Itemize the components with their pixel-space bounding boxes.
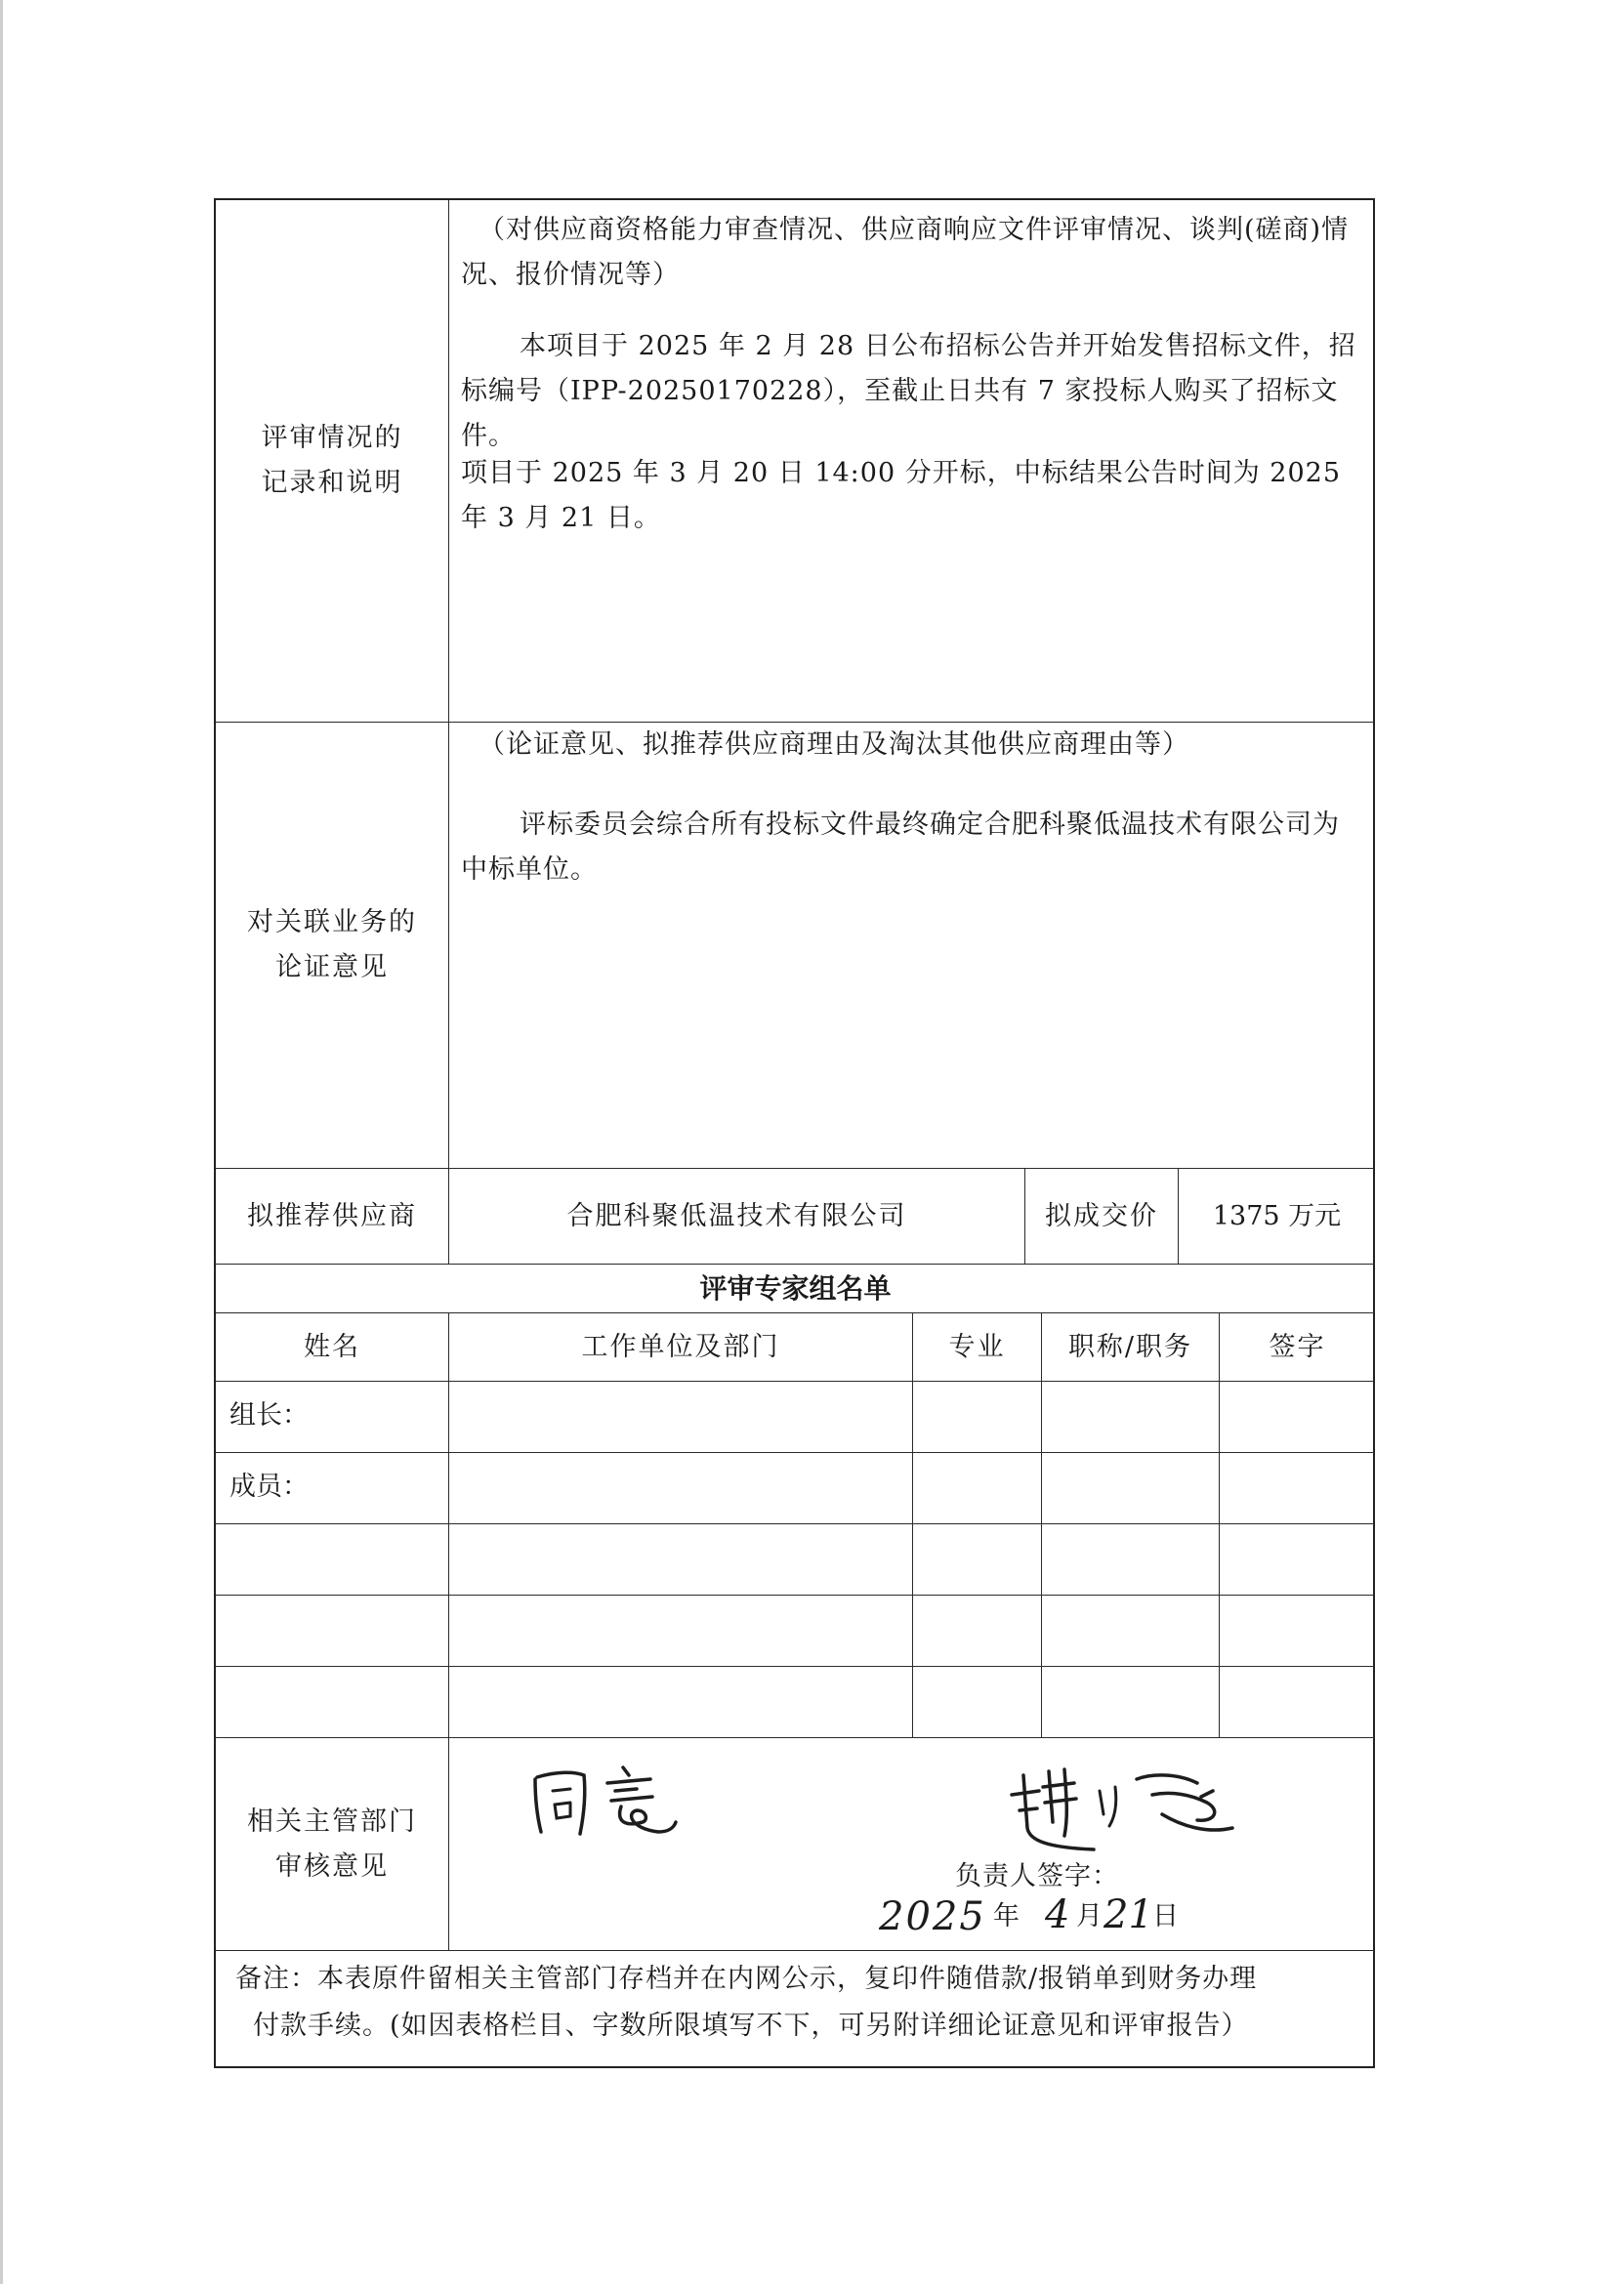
header-name-cell xyxy=(216,1313,449,1382)
opinion-content-cell xyxy=(449,723,1375,1169)
approval-label-cell xyxy=(216,1738,449,1951)
table-cell xyxy=(216,1596,449,1667)
price-value-cell xyxy=(1179,1169,1375,1265)
footnote-line2: 付款手续。(如因表格栏目、字数所限填写不下，可另附详细论证意见和评审报告） xyxy=(253,2011,1249,2041)
table-cell xyxy=(913,1667,1042,1738)
price-value: 1375 万元 xyxy=(1212,1200,1342,1231)
review-para1: 本项目于 2025 年 2 月 28 日公布招标公告并开始发售招标文件，招标编号（IPP-20250170228），至截止日共有 7 家投标人购买了招标文件。 xyxy=(461,331,1356,451)
header-unit-cell xyxy=(449,1313,913,1382)
date-month-suffix: 月 xyxy=(1076,1901,1103,1931)
date-day-suffix: 日 xyxy=(1152,1901,1180,1931)
supplier-label-cell xyxy=(216,1169,449,1265)
review-para2: 项目于 2025 年 3 月 20 日 14:00 分开标，中标结果公告时间为 2025 年 3 月 21 日。 xyxy=(461,458,1342,533)
header-unit: 工作单位及部门 xyxy=(581,1331,780,1362)
opinion-label-line1: 对关联业务的 xyxy=(247,907,417,937)
expert-list-title: 评审专家组名单 xyxy=(699,1271,892,1305)
table-cell xyxy=(449,1596,913,1667)
table-cell xyxy=(913,1524,1042,1596)
table-cell xyxy=(216,1524,449,1596)
table-cell xyxy=(1220,1382,1375,1453)
price-label: 拟成交价 xyxy=(1045,1200,1158,1231)
table-cell xyxy=(449,1667,913,1738)
table-row-leader-name xyxy=(216,1382,449,1453)
header-name: 姓名 xyxy=(304,1331,360,1362)
review-content-cell xyxy=(449,200,1375,723)
member-label: 成员： xyxy=(229,1472,309,1502)
table-cell xyxy=(1042,1524,1220,1596)
date-year-suffix: 年 xyxy=(993,1901,1020,1931)
date-month: 4 xyxy=(1045,1892,1070,1937)
table-cell xyxy=(913,1453,1042,1524)
scan-edge xyxy=(0,0,3,2284)
review-label-cell xyxy=(216,200,449,723)
supplier-name: 合肥科聚低温技术有限公司 xyxy=(566,1200,907,1231)
date-line xyxy=(879,1894,1348,1943)
table-cell xyxy=(1220,1453,1375,1524)
opinion-para1: 评标委员会综合所有投标文件最终确定合肥科聚低温技术有限公司为中标单位。 xyxy=(461,810,1340,885)
approval-content-cell xyxy=(449,1738,1375,1951)
table-cell xyxy=(1220,1596,1375,1667)
table-cell xyxy=(216,1667,449,1738)
handwritten-opinion xyxy=(527,1760,698,1862)
table-cell xyxy=(1042,1453,1220,1524)
expert-list-title-cell xyxy=(216,1265,1375,1313)
date-year: 2025 xyxy=(879,1894,986,1939)
supplier-label: 拟推荐供应商 xyxy=(247,1200,417,1231)
handwritten-signature-text xyxy=(449,1738,450,1739)
header-major-cell xyxy=(913,1313,1042,1382)
table-cell xyxy=(913,1596,1042,1667)
approval-label-line2: 审核意见 xyxy=(275,1850,389,1882)
table-cell xyxy=(1042,1382,1220,1453)
price-label-cell xyxy=(1025,1169,1179,1265)
footnote-cell xyxy=(216,1951,1375,2066)
opinion-label-line2: 论证意见 xyxy=(275,952,389,982)
signer-label: 负责人签字： xyxy=(955,1861,1119,1891)
handwritten-signature-glyph xyxy=(1006,1758,1250,1860)
handwritten-opinion-glyph xyxy=(527,1760,698,1848)
table-cell xyxy=(449,1524,913,1596)
header-title: 职称/职务 xyxy=(1067,1331,1193,1362)
table-cell xyxy=(1042,1596,1220,1667)
approval-label-line1: 相关主管部门 xyxy=(247,1806,417,1837)
table-cell xyxy=(913,1382,1042,1453)
opinion-hint: （论证意见、拟推荐供应商理由及淘汰其他供应商理由等） xyxy=(479,729,1189,760)
table-row-member-name xyxy=(216,1453,449,1524)
review-label-line1: 评审情况的 xyxy=(261,423,403,453)
footnote-line1: 备注：本表原件留相关主管部门存档并在内网公示，复印件随借款/报销单到财务办理 xyxy=(235,1964,1258,1994)
date-day: 21 xyxy=(1103,1892,1153,1937)
table-cell xyxy=(449,1382,913,1453)
header-signature-cell xyxy=(1220,1313,1375,1382)
table-cell xyxy=(1220,1524,1375,1596)
opinion-label-cell xyxy=(216,723,449,1169)
header-title-cell xyxy=(1042,1313,1220,1382)
review-form xyxy=(214,198,1375,2068)
table-cell xyxy=(449,1453,913,1524)
supplier-name-cell xyxy=(449,1169,1025,1265)
header-signature: 签字 xyxy=(1269,1331,1326,1362)
leader-label: 组长： xyxy=(229,1400,309,1431)
table-cell xyxy=(1042,1667,1220,1738)
header-major: 专业 xyxy=(948,1331,1006,1362)
review-label-line2: 记录和说明 xyxy=(261,468,403,498)
table-cell xyxy=(1220,1667,1375,1738)
review-hint: （对供应商资格能力审查情况、供应商响应文件评审情况、谈判(磋商)情况、报价情况等） xyxy=(461,215,1350,290)
